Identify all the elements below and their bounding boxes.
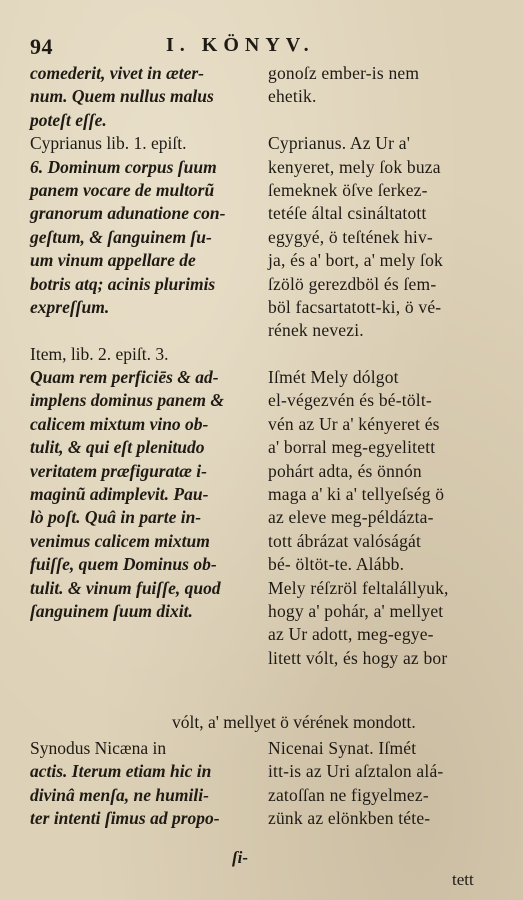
- text-line: maga a' ki a' tellyeſség ö: [268, 484, 445, 505]
- text-line: [268, 343, 494, 366]
- text-line: panem vocare de multorũ: [30, 179, 215, 200]
- text-line: gonoſz ember-is nem: [268, 63, 420, 83]
- left-column-latin: [30, 62, 260, 623]
- text-line: poteſt eſſe.: [30, 109, 107, 130]
- text-line: tulit, & qui eſt plenitudo: [30, 437, 205, 458]
- text-line: ja, és a' bort, a' mely ſok: [268, 250, 443, 271]
- text-line: calicem mixtum vino ob-: [30, 413, 209, 434]
- text-line: Quam rem perficiēs & ad-: [30, 367, 219, 388]
- text-line: 6. Dominum corpus ſuum: [30, 156, 217, 177]
- running-title: I. KÖNYV.: [166, 34, 315, 56]
- text-line: comederit, vivet in æter-: [30, 63, 204, 83]
- text-line: bé- öltöt-te. Alább.: [268, 554, 405, 575]
- text-line: ſemeknek öſve ſerkez-: [268, 179, 428, 200]
- text-line: Iſmét Mely dólgot: [268, 367, 399, 388]
- text-line: [268, 109, 494, 132]
- page-header: [30, 34, 500, 60]
- text-line: maginũ adimplevit. Pau-: [30, 484, 209, 505]
- text-line: ſanguinem ſuum dixit.: [30, 600, 193, 621]
- text-line: divinâ menſa, ne humili-: [30, 784, 209, 805]
- text-line: tetéſe által csináltatott: [268, 203, 427, 224]
- text-line: tott ábrázat valóságát: [268, 530, 422, 551]
- text-line: Nicenai Synat. Iſmét: [268, 738, 417, 758]
- text-line: a' borral meg-egyelitett: [268, 437, 436, 458]
- text-line: venimus calicem mixtum: [30, 530, 210, 551]
- text-line: Cyprianus. Az Ur a': [268, 133, 411, 154]
- text-line: um vinum appellare de: [30, 250, 196, 271]
- text-line: zatoſſan ne figyelmez-: [268, 784, 429, 805]
- text-line: el-végezvén és bé-tölt-: [268, 390, 432, 411]
- bottom-right-column-hungarian: [268, 737, 494, 831]
- text-line: hogy a' pohár, a' mellyet: [268, 600, 444, 621]
- text-line: expreſſum.: [30, 296, 110, 317]
- text-line: Item, lib. 2. epiſt. 3.: [30, 343, 169, 364]
- text-line: Cyprianus lib. 1. epiſt.: [30, 133, 187, 154]
- text-line: egygyé, ö teſtének hiv-: [268, 226, 433, 247]
- text-line: itt-is az Uri aſztalon alá-: [268, 761, 444, 782]
- text-line: az Ur adott, meg-egye-: [268, 624, 434, 645]
- text-line: implens dominus panem &: [30, 390, 224, 411]
- text-line: tulit. & vinum fuiſſe, quod: [30, 577, 221, 598]
- text-line: kenyeret, mely ſok buza: [268, 156, 441, 177]
- text-line: fuiſſe, quem Dominus ob-: [30, 554, 217, 575]
- text-line: Synodus Nicæna in: [30, 738, 167, 758]
- text-line: ſzölö gerezdböl és ſem-: [268, 273, 437, 294]
- text-line: veritatem præfiguratæ i-: [30, 460, 207, 481]
- full-width-line: vólt, a' mellyet ö vérének mondott.: [172, 712, 416, 732]
- text-line: ter intenti ſimus ad propo-: [30, 808, 220, 829]
- text-line: granorum adunatione con-: [30, 203, 226, 224]
- text-line: pohárt adta, és önnón: [268, 460, 422, 481]
- text-line: vén az Ur a' kényeret és: [268, 413, 440, 434]
- text-line: lò poſt. Quâ in parte in-: [30, 507, 202, 528]
- text-line: ehetik.: [268, 86, 317, 107]
- text-line: böl facsartatott-ki, ö vé-: [268, 296, 442, 317]
- text-line: rének nevezi.: [268, 320, 364, 341]
- text-line: az eleve meg-példázta-: [268, 507, 434, 528]
- page-number: 94: [30, 34, 53, 59]
- catchword-right: tett: [452, 870, 474, 889]
- text-line: zünk az elönkben téte-: [268, 808, 431, 829]
- text-line: geſtum, & ſanguinem ſu-: [30, 226, 212, 247]
- bottom-left-column-latin: [30, 737, 260, 831]
- text-line: Mely réſzröl feltalállyuk,: [268, 577, 449, 598]
- text-line: num. Quem nullus malus: [30, 86, 214, 107]
- text-line: actis. Iterum etiam hic in: [30, 761, 212, 782]
- text-line: [30, 319, 260, 342]
- text-line: litett vólt, és hogy az bor: [268, 647, 448, 668]
- right-column-hungarian: [268, 62, 494, 670]
- text-line: botris atq; acinis plurimis: [30, 273, 216, 294]
- catchword-left: ſi-: [232, 848, 249, 867]
